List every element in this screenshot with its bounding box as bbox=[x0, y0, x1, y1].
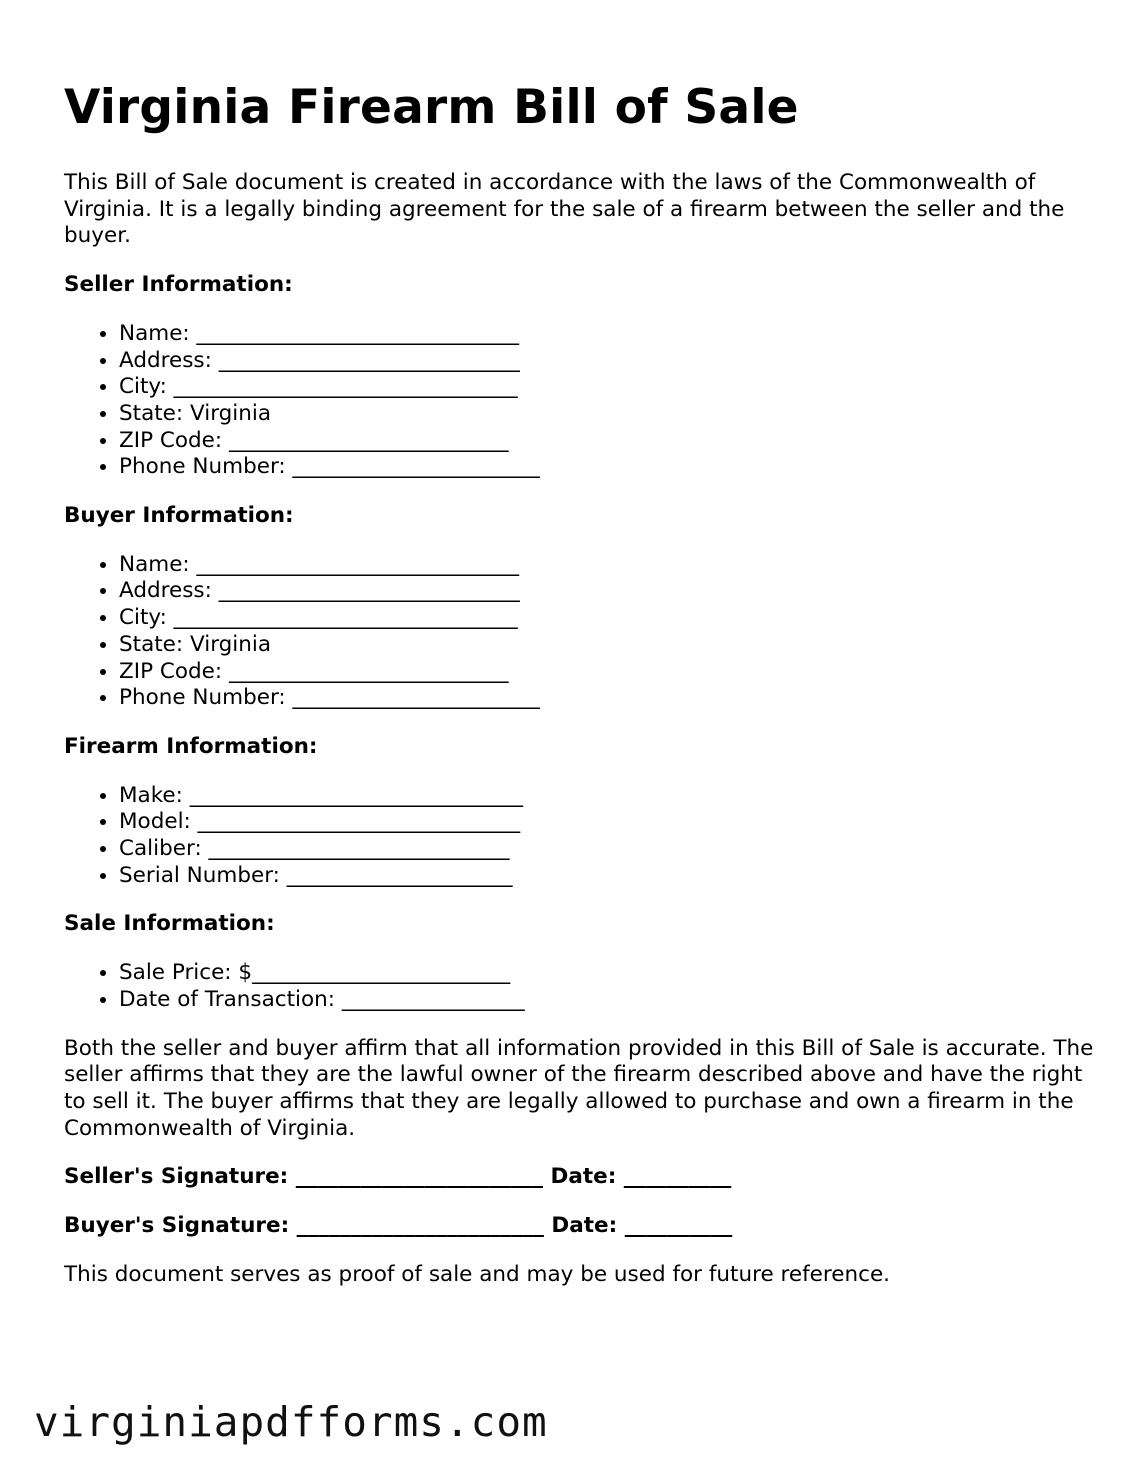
seller-state-field: • State: Virginia bbox=[119, 401, 1094, 428]
buyer-city-field: • City: ________________________________ bbox=[119, 605, 1094, 632]
buyer-list bbox=[64, 552, 1094, 712]
sale-list bbox=[64, 960, 1094, 1013]
seller-name-field: • Name: ______________________________ bbox=[119, 321, 1094, 348]
document-title: Virginia Firearm Bill of Sale bbox=[64, 80, 799, 135]
closing-paragraph: This document serves as proof of sale and may be used for future reference. bbox=[64, 1261, 891, 1287]
intro-paragraph: This Bill of Sale document is created in accordance with the laws of the Commonwealth of Virginia. It is a legally binding agreement for the sale of a firearm between the seller and the buyer. bbox=[64, 170, 1065, 249]
buyer-phone-field: • Phone Number: _______________________ bbox=[119, 685, 1094, 712]
firearm-list bbox=[64, 783, 1094, 890]
seller-address-field: • Address: ____________________________ bbox=[119, 348, 1094, 375]
firearm-make-field: • Make: _______________________________ bbox=[119, 783, 1094, 810]
seller-city-field: • City: ________________________________ bbox=[119, 374, 1094, 401]
seller-zip-field: • ZIP Code: __________________________ bbox=[119, 428, 1094, 455]
buyer-zip-field: • ZIP Code: __________________________ bbox=[119, 659, 1094, 686]
buyer-state-field: • State: Virginia bbox=[119, 632, 1094, 659]
buyer-name-field: • Name: ______________________________ bbox=[119, 552, 1094, 579]
buyer-address-field: • Address: ____________________________ bbox=[119, 578, 1094, 605]
buyer-heading: Buyer Information: bbox=[64, 503, 294, 529]
sale-heading: Sale Information: bbox=[64, 911, 275, 937]
firearm-model-field: • Model: ______________________________ bbox=[119, 809, 1094, 836]
sale-price-field: • Sale Price: $________________________ bbox=[119, 960, 1094, 987]
buyer-signature-line: Buyer's Signature: _______________________ Date: __________ bbox=[64, 1213, 733, 1239]
firearm-caliber-field: • Caliber: ____________________________ bbox=[119, 836, 1094, 863]
seller-phone-field: • Phone Number: _______________________ bbox=[119, 454, 1094, 481]
affirmation-paragraph: Both the seller and buyer affirm that all information provided in this Bill of Sale is accurate. The seller affirms that they are the lawful owner of the firearm described above and have the right to sell it. The buyer affirms that they are legally allowed to purchase and own a firearm in the Commonwealth of Virginia. bbox=[64, 1035, 1094, 1141]
firearm-heading: Firearm Information: bbox=[64, 733, 318, 759]
firearm-serial-field: • Serial Number: _____________________ bbox=[119, 863, 1094, 890]
document-page bbox=[64, 80, 1094, 1311]
sale-date-field: • Date of Transaction: _________________ bbox=[119, 987, 1094, 1014]
seller-heading: Seller Information: bbox=[64, 272, 293, 298]
seller-signature-line: Seller's Signature: _______________________ Date: __________ bbox=[64, 1164, 732, 1190]
seller-list bbox=[64, 321, 1094, 481]
watermark-text: virginiapdfforms.com bbox=[34, 1398, 548, 1446]
